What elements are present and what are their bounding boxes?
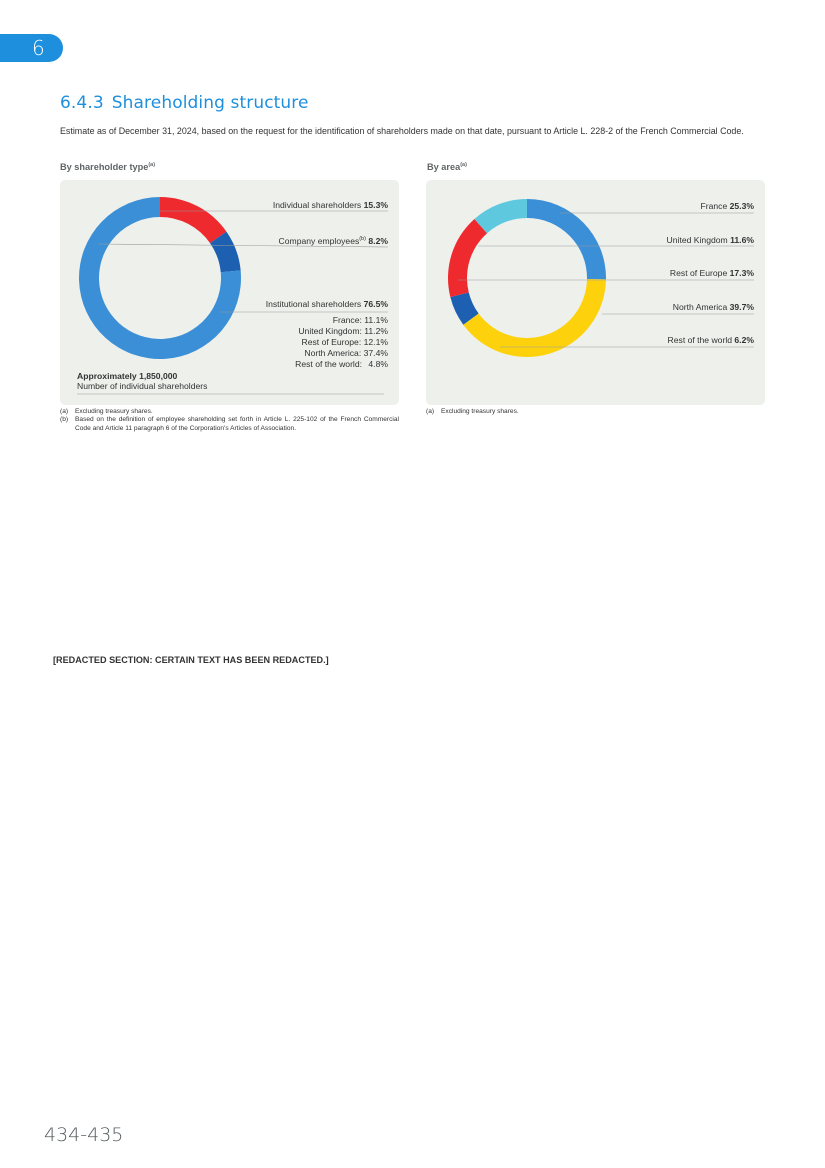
area-label-france: France 25.3% xyxy=(700,201,754,211)
shareholder-type-donut-chart xyxy=(60,180,399,405)
approx-individual-shareholders-value: Approximately 1,850,000 xyxy=(77,371,178,381)
breakdown-france: France: 11.1% xyxy=(332,315,388,325)
area-label-rest-of-europe: Rest of Europe 17.3% xyxy=(669,268,754,278)
redacted-notice: [REDACTED SECTION: CERTAIN TEXT HAS BEEN REDACTED.] xyxy=(53,655,329,665)
shareholder-type-heading xyxy=(60,162,155,172)
shareholder-type-donut xyxy=(79,197,241,359)
company-employees-label: Company employees$^{(b)}$ 8.2% xyxy=(278,236,388,246)
area-heading-text: By area xyxy=(427,162,461,173)
shareholder-type-chart-panel xyxy=(60,180,399,405)
footnote-text: Excluding treasury shares. xyxy=(75,408,153,415)
section-title xyxy=(60,93,309,113)
footnote-text: Excluding treasury shares. xyxy=(441,408,519,415)
approx-individual-shareholders-label: Number of individual shareholders xyxy=(77,381,208,391)
shareholder-type-heading-note: (a) xyxy=(148,162,156,168)
footnote-a xyxy=(60,408,399,416)
footnote-text: Based on the definition of employee shareholding set forth in Article L. 225-102 of the French Commercial Code and Article 11 paragraph 6 of the Corporation's Articles of Association. xyxy=(75,416,399,432)
area-heading-note: (a) xyxy=(460,162,467,168)
area-donut xyxy=(448,199,606,357)
institutional-shareholders-label: Institutional shareholders 76.5% xyxy=(265,299,388,309)
area-donut-chart xyxy=(426,180,765,405)
area-chart-panel xyxy=(426,180,765,405)
chapter-number-tab: 6 xyxy=(0,34,63,62)
footnote-tag: (b) xyxy=(60,416,69,424)
area-label-rest-of-world: Rest of the world 6.2% xyxy=(667,335,754,345)
area-label-united-kingdom: United Kingdom 11.6% xyxy=(666,235,754,245)
shareholder-type-footnotes xyxy=(60,408,399,433)
section-title-text: Shareholding structure xyxy=(111,93,309,113)
individual-shareholders-label: Individual shareholders 15.3% xyxy=(272,200,388,210)
area-slice-rest-of-europe xyxy=(448,219,487,297)
section-number: 6.4.3 xyxy=(60,93,104,113)
breakdown-united-kingdom: United Kingdom: 11.2% xyxy=(298,326,388,336)
area-slice-france xyxy=(527,199,606,279)
institutional-breakdown xyxy=(295,315,388,369)
page-number: 434-435 xyxy=(44,1124,124,1146)
intro-paragraph: Estimate as of December 31, 2024, based on the request for the identification of shareholders made on that date, pursuant to Article L. 228-2 of the French Commercial Code. xyxy=(60,126,744,136)
breakdown-rest-of-world: Rest of the world: 4.8% xyxy=(295,359,388,369)
breakdown-rest-of-europe: Rest of Europe: 12.1% xyxy=(301,337,388,347)
shareholder-type-slice-individual-shareholders xyxy=(160,197,226,243)
area-footnotes xyxy=(426,408,765,416)
area-leader-lines xyxy=(458,213,754,347)
area-label-north-america: North America 39.7% xyxy=(672,302,754,312)
breakdown-north-america: North America: 37.4% xyxy=(304,348,388,358)
area-heading xyxy=(427,162,467,172)
footnote-tag: (a) xyxy=(426,408,435,415)
footnote-b xyxy=(60,416,399,433)
area-slice-north-america xyxy=(463,279,606,357)
shareholder-type-heading-text: By shareholder type xyxy=(60,162,149,173)
footnote-a xyxy=(426,408,765,416)
footnote-tag: (a) xyxy=(60,408,69,415)
